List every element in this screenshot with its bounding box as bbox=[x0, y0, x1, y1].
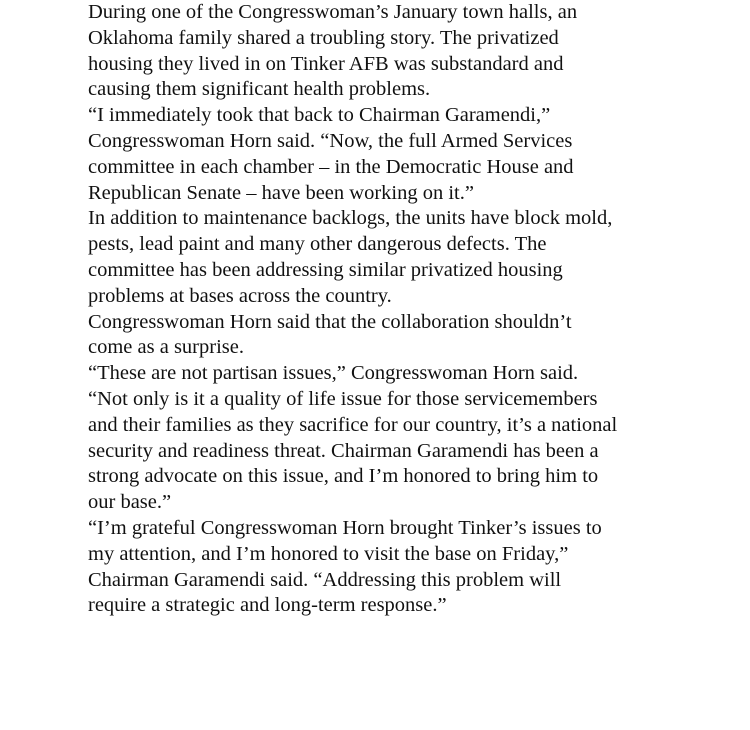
paragraph-collaboration: Congresswoman Horn said that the collaboration shouldn’t come as a surprise. bbox=[88, 310, 572, 359]
paragraph-horn-quote-committee: “I immediately took that back to Chairman Garamendi,” Congresswoman Horn said. “Now, the full Armed Services committee in each chamber – in the Democratic House and Republican Senate – have been working on it.” bbox=[88, 104, 574, 204]
paragraph-horn-quote-partisan: “These are not partisan issues,” Congresswoman Horn said. “Not only is it a quality of life issue for those servicemembers and their families as they sacrifice for our country, it’s a national security and readiness threat. Chairman Garamendi has been a strong advocate on this issue, and I’m honored to bring him to our base.” bbox=[88, 362, 618, 514]
paragraph-housing-defects: In addition to maintenance backlogs, the units have block mold, pests, lead paint and many other dangerous defects. The committee has been addressing similar privatized housing problems at bases across the country. bbox=[88, 207, 613, 307]
paragraph-garamendi-quote: “I’m grateful Congresswoman Horn brought Tinker’s issues to my attention, and I’m honored to visit the base on Friday,” Chairman Garamendi said. “Addressing this problem will require a strategic and long-term response.” bbox=[88, 516, 602, 617]
document-body bbox=[88, 0, 728, 619]
paragraph-town-hall: During one of the Congresswoman’s January town halls, an Oklahoma family shared a troubling story. The privatized housing they lived in on Tinker AFB was substandard and causing them significant health problems. bbox=[88, 1, 578, 101]
